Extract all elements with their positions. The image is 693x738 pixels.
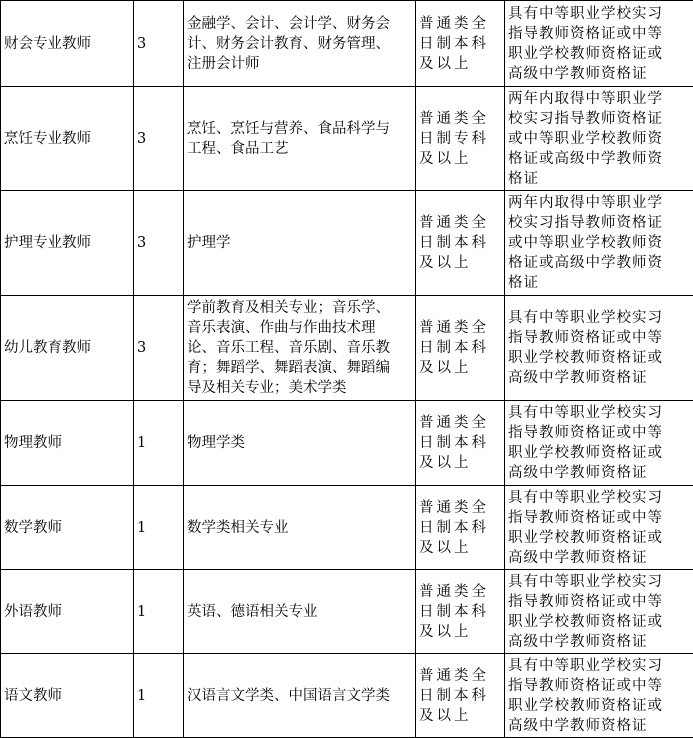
certificate-cell xyxy=(505,486,693,570)
text-line: 金融学、会计、会计学、财务会 xyxy=(187,16,390,32)
text-line: 日制本科 xyxy=(419,435,489,451)
text-line: 普通类全 xyxy=(419,111,489,127)
education-cell xyxy=(416,654,505,738)
text-line: 普通类全 xyxy=(419,215,489,231)
text-line: 高级中学教师资格证 xyxy=(508,370,648,386)
certificate-cell xyxy=(505,296,693,401)
text-line: 高级中学教师资格证 xyxy=(508,550,648,566)
education-cell xyxy=(416,486,505,570)
count-cell: 1 xyxy=(134,401,184,486)
text-line: 指导教师资格证或中等 xyxy=(508,425,663,441)
text-line: 日制本科 xyxy=(419,604,489,620)
text-line: 学前教育及相关专业；音乐学、 xyxy=(187,300,390,316)
text-line: 高级中学教师资格证 xyxy=(508,634,648,650)
text-line: 两年内取得中等职业学 xyxy=(508,91,663,107)
text-line: 及以上 xyxy=(419,56,472,72)
major-cell xyxy=(184,401,416,486)
text-line: 具有中等职业学校实习 xyxy=(508,405,663,421)
text-line: 具有中等职业学校实习 xyxy=(508,6,663,22)
text-line: 普通类全 xyxy=(419,668,489,684)
text-line: 校实习指导教师资格证 xyxy=(508,215,663,231)
table-row xyxy=(1,87,693,191)
text-line: 指导教师资格证或中等 xyxy=(508,594,663,610)
count-cell: 3 xyxy=(134,296,184,401)
text-line: 数学类相关专业 xyxy=(187,520,289,536)
education-cell xyxy=(416,191,505,296)
major-cell xyxy=(184,191,416,296)
education-cell xyxy=(416,401,505,486)
text-line: 职业学校教师资格证或 xyxy=(508,445,663,461)
certificate-cell xyxy=(505,191,693,296)
text-line: 职业学校教师资格证或 xyxy=(508,530,663,546)
table-row xyxy=(1,1,693,87)
position-cell: 财会专业教师 xyxy=(1,1,134,87)
text-line: 职业学校教师资格证或 xyxy=(508,698,663,714)
text-line: 职业学校教师资格证或 xyxy=(508,614,663,630)
count-cell: 1 xyxy=(134,654,184,738)
text-line: 护理学 xyxy=(187,235,231,251)
text-line: 指导教师资格证或中等 xyxy=(508,678,663,694)
text-line: 及以上 xyxy=(419,255,472,271)
text-line: 日制本科 xyxy=(419,688,489,704)
text-line: 普通类全 xyxy=(419,500,489,516)
text-line: 校实习指导教师资格证 xyxy=(508,111,663,127)
text-line: 高级中学教师资格证 xyxy=(508,66,648,82)
certificate-cell xyxy=(505,570,693,654)
major-cell xyxy=(184,654,416,738)
text-line: 及以上 xyxy=(419,151,472,167)
text-line: 职业学校教师资格证或 xyxy=(508,46,663,62)
certificate-cell xyxy=(505,401,693,486)
text-line: 具有中等职业学校实习 xyxy=(508,658,663,674)
text-line: 汉语言文学类、中国语言文学类 xyxy=(187,688,390,704)
text-line: 高级中学教师资格证 xyxy=(508,465,648,481)
text-line: 日制本科 xyxy=(419,520,489,536)
table-body xyxy=(1,1,693,738)
text-line: 及以上 xyxy=(419,540,472,556)
text-line: 及以上 xyxy=(419,624,472,640)
position-cell: 护理专业教师 xyxy=(1,191,134,296)
certificate-cell xyxy=(505,654,693,738)
count-cell: 3 xyxy=(134,87,184,191)
text-line: 或中等职业学校教师资 xyxy=(508,131,663,147)
text-line: 育；舞蹈学、舞蹈表演、舞蹈编 xyxy=(187,360,390,376)
text-line: 论、音乐工程、音乐剧、音乐教 xyxy=(187,340,390,356)
text-line: 具有中等职业学校实习 xyxy=(508,490,663,506)
text-line: 普通类全 xyxy=(419,415,489,431)
position-cell: 语文教师 xyxy=(1,654,134,738)
text-line: 两年内取得中等职业学 xyxy=(508,195,663,211)
position-cell: 物理教师 xyxy=(1,401,134,486)
text-line: 英语、德语相关专业 xyxy=(187,604,318,620)
text-line: 日制专科 xyxy=(419,131,489,147)
count-cell: 1 xyxy=(134,486,184,570)
count-cell: 3 xyxy=(134,1,184,87)
education-cell xyxy=(416,296,505,401)
text-line: 及以上 xyxy=(419,360,472,376)
table-row xyxy=(1,191,693,296)
text-line: 格证或高级中学教师资 xyxy=(508,255,663,271)
table-row xyxy=(1,654,693,738)
text-line: 普通类全 xyxy=(419,584,489,600)
text-line: 工程、食品工艺 xyxy=(187,141,289,157)
table-row xyxy=(1,401,693,486)
position-cell: 外语教师 xyxy=(1,570,134,654)
text-line: 格证或高级中学教师资 xyxy=(508,151,663,167)
text-line: 指导教师资格证或中等 xyxy=(508,510,663,526)
text-line: 注册会计师 xyxy=(187,56,260,72)
text-line: 普通类全 xyxy=(419,16,489,32)
text-line: 具有中等职业学校实习 xyxy=(508,574,663,590)
text-line: 格证 xyxy=(508,171,539,187)
text-line: 导及相关专业；美术学类 xyxy=(187,380,347,396)
count-cell: 3 xyxy=(134,191,184,296)
text-line: 及以上 xyxy=(419,708,472,724)
major-cell xyxy=(184,87,416,191)
text-line: 或中等职业学校教师资 xyxy=(508,235,663,251)
text-line: 指导教师资格证或中等 xyxy=(508,330,663,346)
table-row xyxy=(1,570,693,654)
text-line: 高级中学教师资格证 xyxy=(508,718,648,734)
table-row xyxy=(1,486,693,570)
certificate-cell xyxy=(505,1,693,87)
text-line: 音乐表演、作曲与作曲技术理 xyxy=(187,320,376,336)
education-cell xyxy=(416,570,505,654)
text-line: 具有中等职业学校实习 xyxy=(508,310,663,326)
text-line: 日制本科 xyxy=(419,36,489,52)
text-line: 格证 xyxy=(508,275,539,291)
position-cell: 数学教师 xyxy=(1,486,134,570)
text-line: 计、财务会计教育、财务管理、 xyxy=(187,36,390,52)
major-cell xyxy=(184,570,416,654)
education-cell xyxy=(416,87,505,191)
text-line: 日制本科 xyxy=(419,340,489,356)
table-row xyxy=(1,296,693,401)
text-line: 职业学校教师资格证或 xyxy=(508,350,663,366)
education-cell xyxy=(416,1,505,87)
position-cell: 烹饪专业教师 xyxy=(1,87,134,191)
major-cell xyxy=(184,486,416,570)
major-cell xyxy=(184,296,416,401)
certificate-cell xyxy=(505,87,693,191)
text-line: 及以上 xyxy=(419,455,472,471)
count-cell: 1 xyxy=(134,570,184,654)
position-cell: 幼儿教育教师 xyxy=(1,296,134,401)
text-line: 物理学类 xyxy=(187,435,245,451)
major-cell xyxy=(184,1,416,87)
text-line: 指导教师资格证或中等 xyxy=(508,26,663,42)
text-line: 烹饪、烹饪与营养、食品科学与 xyxy=(187,121,390,137)
text-line: 普通类全 xyxy=(419,320,489,336)
text-line: 日制本科 xyxy=(419,235,489,251)
